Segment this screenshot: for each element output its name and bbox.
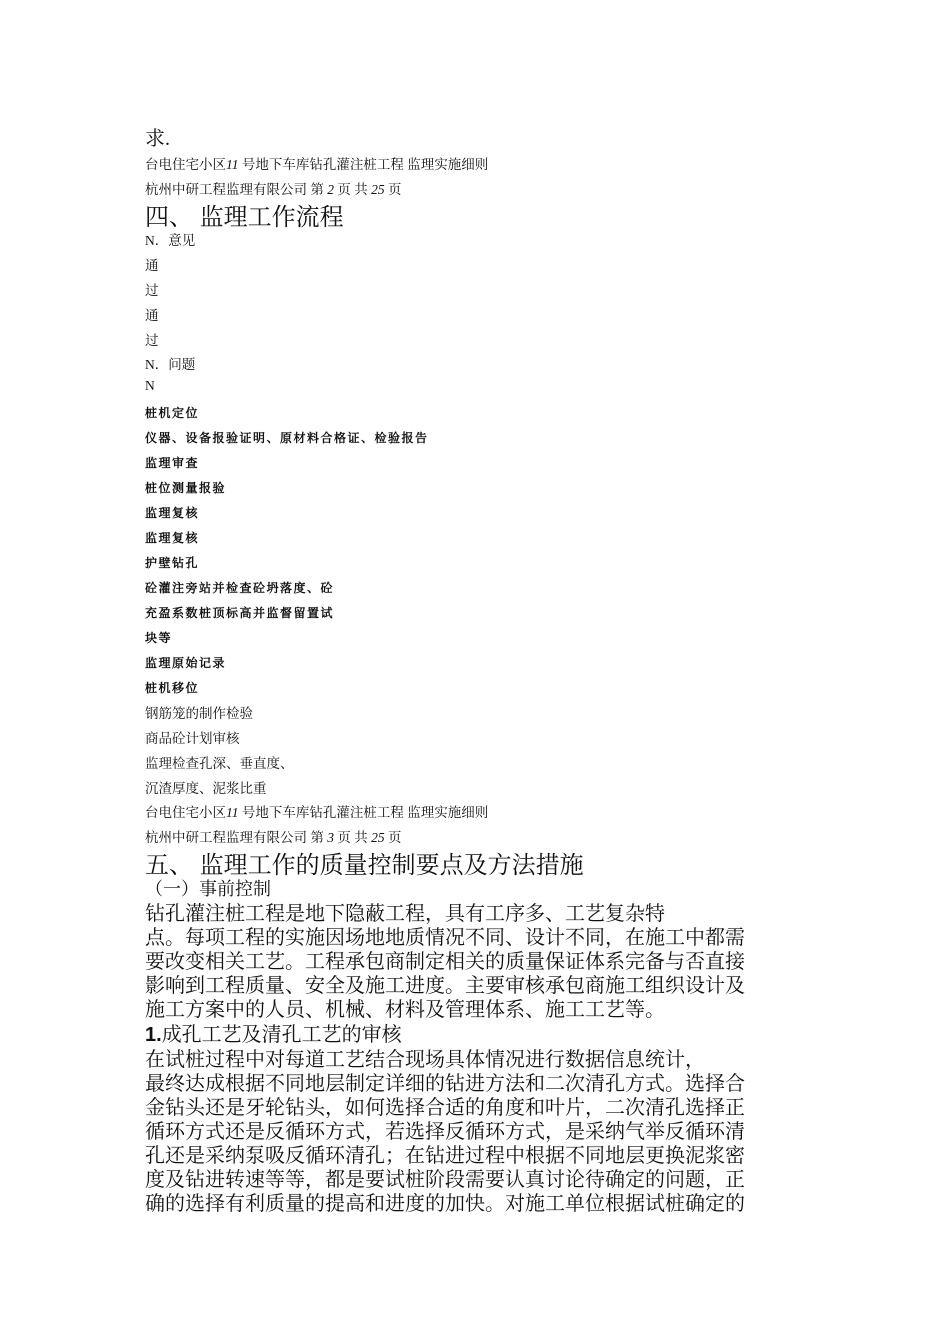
footer-company: 杭州中研工程监理有限公司 第 [145, 830, 328, 845]
item-number: 1. [145, 1024, 162, 1046]
footer-page-unit: 页 [384, 830, 402, 845]
section-5-title: 五、 监理工作的质量控制要点及方法措施 [145, 852, 584, 879]
paragraph-line: 施工方案中的人员、机械、材料及管理体系、施工工艺等。 [145, 999, 665, 1021]
continued-text: 求. [145, 128, 170, 150]
header-suffix: 号地下车库钻孔灌注桩工程 监理实施细则 [238, 805, 489, 820]
flow-step: 监理复核 [145, 506, 200, 520]
item-title: 成孔工艺及清孔工艺的审核 [161, 1024, 402, 1046]
flow-note: 沉渣厚度、泥浆比重 [145, 781, 267, 796]
header-suffix: 号地下车库钻孔灌注桩工程 监理实施细则 [238, 157, 489, 172]
footer-company: 杭州中研工程监理有限公司 第 [145, 182, 328, 197]
paragraph-line: 点。每项工程的实施因场地地质情况不同、设计不同，在施工中都需 [145, 927, 745, 949]
flow-step: 仪器、设备报验证明、原材料合格证、检验报告 [145, 431, 429, 445]
flow-step: 桩位测量报验 [145, 481, 227, 495]
header-number: 11 [226, 805, 239, 820]
paragraph-line: 孔还是采纳泵吸反循环清孔；在钻进过程中根据不同地层更换泥浆密 [145, 1145, 745, 1167]
flow-note: 监理检查孔深、垂直度、 [145, 756, 294, 771]
header-number: 11 [226, 157, 239, 172]
flow-step: 砼灌注旁站并检查砼坍落度、砼 [145, 581, 335, 595]
footer-page-unit: 页 [384, 182, 402, 197]
flow-note: 商品砼计划审核 [145, 731, 240, 746]
flow-step: 监理审查 [145, 456, 200, 470]
footer-total-pages: 25 [371, 182, 385, 197]
flow-step: 监理复核 [145, 531, 200, 545]
page-header [145, 801, 488, 821]
flow-label: 过 [145, 333, 159, 348]
page-footer [145, 826, 402, 846]
subsection-title: （一）事前控制 [145, 879, 271, 899]
footer-separator: 页 共 [334, 830, 372, 845]
flow-label: N [145, 378, 155, 393]
paragraph-line: 度及钻进转速等等，都是要试桩阶段需要认真讨论待确定的问题，正 [145, 1169, 745, 1191]
flow-label: N．问题 [145, 357, 196, 372]
paragraph-line: 在试桩过程中对每道工艺结合现场具体情况进行数据信息统计， [145, 1049, 705, 1071]
footer-total-pages: 25 [371, 830, 385, 845]
flow-step: 监理原始记录 [145, 656, 227, 670]
paragraph-line: 确的选择有利质量的提高和进度的加快。对施工单位根据试桩确定的 [145, 1193, 745, 1215]
flow-step: 桩机移位 [145, 681, 200, 695]
header-prefix: 台电住宅小区 [145, 157, 226, 172]
page-header [145, 153, 488, 173]
paragraph-line: 影响到工程质量、安全及施工进度。主要审核承包商施工组织设计及 [145, 975, 745, 997]
paragraph-line: 钻孔灌注桩工程是地下隐蔽工程，具有工序多、工艺复杂特 [145, 903, 665, 925]
paragraph-line: 金钻头还是牙轮钻头，如何选择合适的角度和叶片，二次清孔选择正 [145, 1097, 745, 1119]
footer-page-number: 2 [327, 182, 334, 197]
paragraph-line: 最终达成根据不同地层制定详细的钻进方法和二次清孔方式。选择合 [145, 1073, 745, 1095]
flow-label: 通 [145, 258, 159, 273]
flow-label: 通 [145, 308, 159, 323]
flow-step: 护壁钻孔 [145, 556, 200, 570]
paragraph-line: 要改变相关工艺。工程承包商制定相关的质量保证体系完备与否直接 [145, 951, 745, 973]
section-4-title: 四、 监理工作流程 [145, 204, 344, 231]
flow-step: 充盈系数桩顶标高并监督留置试 [145, 606, 335, 620]
paragraph-line: 循环方式还是反循环方式，若选择反循环方式，是采纳气举反循环清 [145, 1121, 745, 1143]
flow-step: 块等 [145, 631, 173, 645]
header-prefix: 台电住宅小区 [145, 805, 226, 820]
flow-note: 钢筋笼的制作检验 [145, 706, 253, 721]
flow-step: 桩机定位 [145, 406, 200, 420]
flow-label: 过 [145, 283, 159, 298]
page-footer [145, 178, 402, 198]
flow-label: N．意见 [145, 233, 196, 248]
footer-separator: 页 共 [334, 182, 372, 197]
footer-page-number: 3 [327, 830, 334, 845]
